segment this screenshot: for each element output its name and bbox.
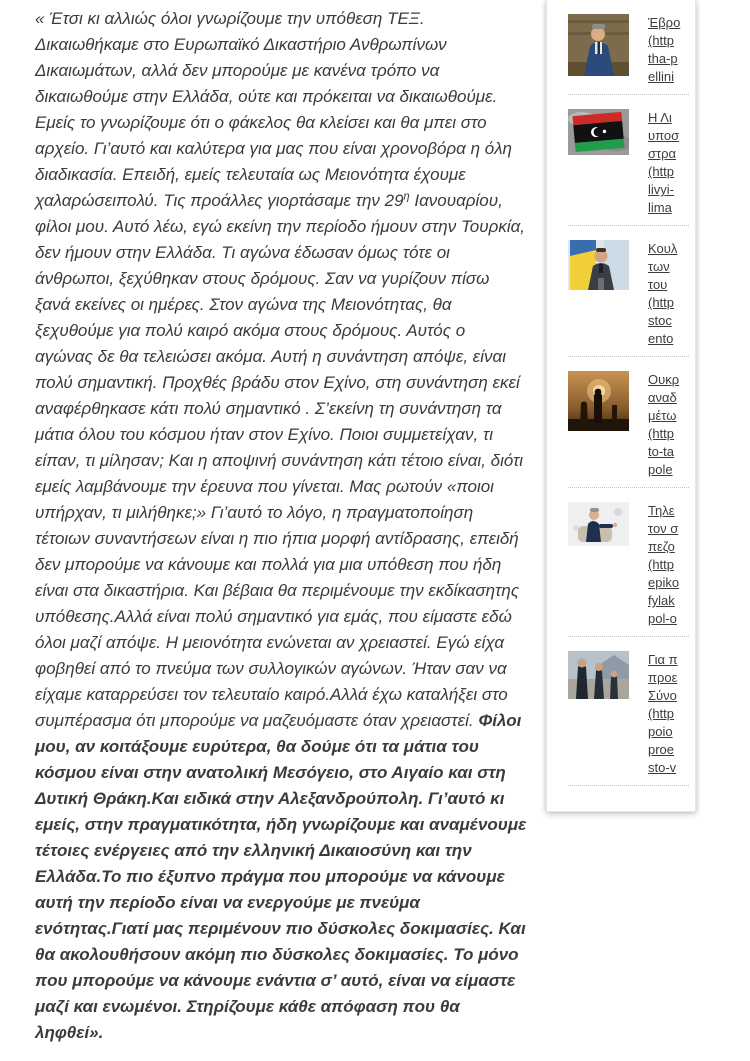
related-article-link[interactable]: αναδ bbox=[648, 390, 677, 405]
libya-flag-thumbnail[interactable] bbox=[568, 109, 629, 217]
related-article-link[interactable]: υποσ bbox=[648, 128, 680, 143]
related-article-text bbox=[648, 371, 689, 479]
related-article-link[interactable]: proe bbox=[648, 742, 675, 757]
related-articles-sidebar bbox=[546, 0, 696, 812]
related-article-item[interactable] bbox=[568, 502, 689, 628]
related-article-link[interactable]: (http bbox=[648, 33, 675, 48]
related-article-link[interactable]: Ουκρ bbox=[648, 372, 680, 387]
related-article-link[interactable]: (http bbox=[648, 706, 675, 721]
ordinal-superscript: η bbox=[403, 190, 410, 203]
quote-part1: « Έτσι κι αλλιώς όλοι γνωρίζουμε την υπόθεση ΤΕΞ. Δικαιωθήκαμε στο Ευρωπαϊκό Δικαστήριο Ανθρωπίνων Δικαιωμάτων, αλλά δεν μπορούμε με κανένα τρόπο να δικαιωθούμε στην Ελλάδα, ούτε και πρόκειται να δικαιωθούμε. Εμείς το γνωρίζουμε ότι ο φάκελος θα κλείσει και θα μπει στο αρχείο. Γι’αυτό και καλύτερα για μας που είναι χρονοβόρα η όλη διαδικασία. Επειδή, εμείς τελευταία ως Μειονότητα έχουμε χαλαρώσειπολύ. Τις προάλλες γιορτάσαμε την 29 bbox=[35, 9, 512, 210]
dotted-divider bbox=[568, 225, 689, 226]
related-article-link[interactable]: ellini bbox=[648, 69, 675, 84]
related-article-link[interactable]: Σύνο bbox=[648, 688, 677, 703]
dotted-divider bbox=[568, 94, 689, 95]
related-article-link[interactable]: Η Λι bbox=[648, 110, 672, 125]
related-article-text bbox=[648, 14, 689, 86]
related-article-item[interactable] bbox=[568, 14, 689, 86]
related-article-link[interactable]: lima bbox=[648, 200, 672, 215]
official-seated-thumbnail[interactable] bbox=[568, 502, 629, 628]
related-article-link[interactable]: epiko bbox=[648, 575, 680, 590]
related-article-text bbox=[648, 240, 689, 348]
related-article-link[interactable]: (http bbox=[648, 426, 675, 441]
related-article-link[interactable]: (http bbox=[648, 295, 675, 310]
related-article-link[interactable]: στρα bbox=[648, 146, 677, 161]
related-article-link[interactable]: tha-p bbox=[648, 51, 678, 66]
dotted-divider bbox=[568, 356, 689, 357]
related-article-link[interactable]: του bbox=[648, 277, 668, 292]
related-article-link[interactable]: fylak bbox=[648, 593, 675, 608]
related-article-link[interactable]: (http bbox=[648, 164, 675, 179]
related-article-link[interactable]: stoc bbox=[648, 313, 672, 328]
related-article-link[interactable]: to-ta bbox=[648, 444, 675, 459]
related-article-link[interactable]: Έβρο bbox=[648, 15, 681, 30]
ukraine-minister-thumbnail[interactable] bbox=[568, 240, 629, 348]
related-article-link[interactable]: poio bbox=[648, 724, 673, 739]
quote-bold-part: Φίλοι μου, αν κοιτάξουμε ευρύτερα, θα δούμε ότι τα μάτια του κόσμου είναι στην ανατολική Μεσόγειο, στο Αιγαίο και στη Δυτική Θράκη.Και ειδικά στην Αλεξανδρούπολη. Γι’αυτό κι εμείς, στην πραγματικότητα, ήδη γνωρίζουμε και αναμένουμε τέτοιες ενέργειες από την ελληνική Δικαιοσύνη και την Ελλάδα.Το πιο έξυπνο πράγμα που μπορούμε να κάνουμε αυτή την περίοδο είναι να ενεργούμε με πνεύμα ενότητας.Γιατί μας περιμένουν πιο δύσκολες δοκιμασίες. Και θα ακολουθήσουν ακόμη πιο δύσκολες δοκιμασίες. Το μόνο που μπορούμε να κάνουμε ενάντια σ’ αυτό, είναι να είμαστε μαζί και ενωμένοι. Στηρίζουμε κάθε απόφαση που θα ληφθεί». bbox=[35, 711, 527, 1042]
related-article-link[interactable]: sto-v bbox=[648, 760, 677, 775]
related-article-link[interactable]: τον σ bbox=[648, 521, 679, 536]
related-article-link[interactable]: Κουλ bbox=[648, 241, 678, 256]
related-article-link[interactable]: pol-o bbox=[648, 611, 677, 626]
related-article-link[interactable]: πεζο bbox=[648, 539, 675, 554]
related-article-link[interactable]: Τηλε bbox=[648, 503, 675, 518]
related-article-link[interactable]: livyi- bbox=[648, 182, 674, 197]
dotted-divider bbox=[568, 785, 689, 786]
related-article-link[interactable]: μέτω bbox=[648, 408, 677, 423]
related-article-text bbox=[648, 109, 689, 217]
related-article-text bbox=[648, 651, 689, 777]
officials-walking-thumbnail[interactable] bbox=[568, 651, 629, 777]
related-article-link[interactable]: ento bbox=[648, 331, 674, 346]
related-article-link[interactable]: προε bbox=[648, 670, 678, 685]
soldiers-sunset-thumbnail[interactable] bbox=[568, 371, 629, 479]
related-article-item[interactable] bbox=[568, 240, 689, 348]
related-article-link[interactable]: (http bbox=[648, 557, 675, 572]
related-article-text bbox=[648, 502, 689, 628]
quote-part2: Ιανουαρίου, φίλοι μου. Αυτό λέω, εγώ εκείνη την περίοδο ήμουν στην Τουρκία, δεν ήμουν στην Ελλάδα. Τι αγώνα έδωσαν όμως τότε οι άνθρωποι, ξεχύθηκαν στους δρόμους. Σαν να γυρίζουν πίσω ξανά εκείνες οι ημέρες. Στον αγώνα της Μειονότητας, θα ξεχυθούμε για πολύ καιρό ακόμα στους δρόμους. Αυτός ο αγώνας δε θα τελειώσει ακόμα. Αυτή η συνάντηση απόψε, είναι πολύ σημαντική. Προχθές βράδυ στον Εχίνο, στη συνάντηση εκεί αναφέρθηκασε κάτι πολύ σημαντικό . Σ’εκείνη τη συνάντηση τα μάτια όλου του κόσμου ήταν στον Εχίνο. Ποιοι συμμετείχαν, τι είπαν, τι μίλησαν; Και η αποψινή συνάντηση κάτι τέτοιο είναι, διότι εμείς λαμβάνουμε την έρευνα που γίνεται. Μας ρωτούν «ποιοι υπήρχαν, τι μιλήθηκε;» Γι’αυτό το λόγο, η πραγματοποίηση τέτοιων συναντήσεων είναι η πιο ήπια μορφή αντίδρασης, επειδή δεν μπορούμε να κάνουμε και πολλά για μια υπόθεση που ήδη είναι στα δικαστήρια. Και βέβαια θα περιμένουμε την εκδίκασητης υπόθεσης.Αλλά είναι πολύ σημαντικό για εμάς, που είμαστε εδώ όλοι μαζί απόψε. Η μειονότητα ενώνεται αν χρειαστεί. Εγώ είχα φοβηθεί από το πνεύμα των συλλογικών αγώνων. Ήταν σαν να είχαμε καταρρεύσει τον τελευταίο καιρό.Αλλά έχω καταλήξει στο συμπέρασμα ότι μπορούμε να μαζευόμαστε όταν χρειαστεί. bbox=[35, 191, 526, 730]
article-quote bbox=[35, 6, 527, 1046]
related-article-item[interactable] bbox=[568, 371, 689, 479]
parliament-speaker-thumbnail[interactable] bbox=[568, 14, 629, 86]
related-article-link[interactable]: των bbox=[648, 259, 670, 274]
related-article-item[interactable] bbox=[568, 651, 689, 777]
related-article-item[interactable] bbox=[568, 109, 689, 217]
dotted-divider bbox=[568, 636, 689, 637]
related-article-link[interactable]: Για π bbox=[648, 652, 678, 667]
dotted-divider bbox=[568, 487, 689, 488]
related-article-link[interactable]: pole bbox=[648, 462, 673, 477]
